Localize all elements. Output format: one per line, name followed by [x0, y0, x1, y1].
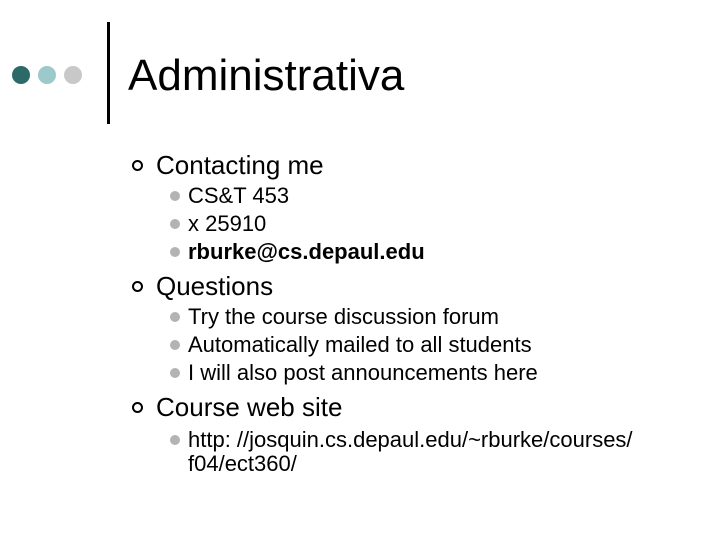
dot-bullet-icon: [170, 435, 180, 445]
sub-bullet: [168, 210, 700, 238]
sub-bullet-text: I will also post announcements here: [188, 360, 538, 385]
sub-bullet: [168, 182, 700, 210]
bullet-questions: [130, 269, 700, 303]
dot-bullet-icon: [170, 340, 180, 350]
ring-bullet-icon: [132, 160, 143, 171]
dot-bullet-icon: [170, 219, 180, 229]
sub-bullet: [168, 331, 700, 359]
dot-bullet-icon: [170, 191, 180, 201]
dot-medium: [38, 66, 56, 84]
dot-dark: [12, 66, 30, 84]
bullet-course-web-site: [130, 390, 700, 424]
sub-bullet: [168, 303, 700, 331]
sub-bullet-text: Try the course discussion forum: [188, 304, 499, 329]
dot-light: [64, 66, 82, 84]
dot-bullet-icon: [170, 368, 180, 378]
bullet-heading: Contacting me: [156, 150, 324, 180]
sub-bullet-text: CS&T 453: [188, 183, 290, 208]
sub-bullet: [168, 238, 700, 266]
bullet-heading: Course web site: [156, 392, 343, 422]
ring-bullet-icon: [132, 281, 143, 292]
bullet-contacting-me: [130, 148, 700, 182]
slide-title: Administrativa: [128, 51, 405, 100]
email-address: rburke@cs.depaul.edu: [188, 239, 425, 264]
questions-sublist: [168, 303, 700, 387]
bullet-heading: Questions: [156, 271, 274, 301]
course-url: http: //josquin.cs.depaul.edu/~rburke/courses/ f04/ect360/: [188, 427, 633, 476]
sub-bullet: [168, 428, 688, 476]
sub-bullet-text: Automatically mailed to all students: [188, 332, 532, 357]
ring-bullet-icon: [132, 402, 143, 413]
sub-bullet: [168, 359, 700, 387]
title-divider: [107, 22, 110, 124]
contact-sublist: [168, 182, 700, 266]
slide-body: [130, 148, 700, 479]
decorative-dots: [12, 66, 82, 84]
dot-bullet-icon: [170, 247, 180, 257]
sub-bullet-text: x 25910: [188, 211, 267, 236]
website-sublist: [168, 428, 700, 476]
dot-bullet-icon: [170, 312, 180, 322]
